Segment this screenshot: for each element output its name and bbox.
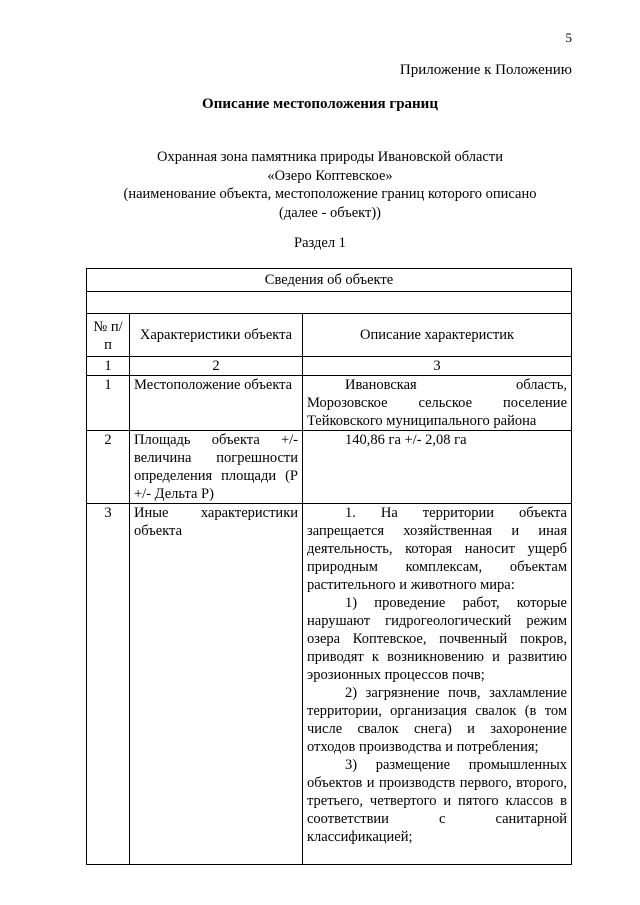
appendix-label: Приложение к Положению: [399, 62, 572, 78]
table-blank-cell: [87, 292, 572, 314]
row-description: [303, 376, 572, 431]
object-info-table: [86, 268, 572, 865]
table-header-row: [87, 314, 572, 357]
column-number: 1: [87, 357, 130, 376]
object-description-line: «Озеро Коптевское»: [267, 167, 393, 184]
description-paragraph: 1) проведение работ, которые нарушают гидрогеологический режим озера Коптевское, почвенный покров, приводят к возникновению и развитию эрозионных процессов почв;: [307, 595, 567, 683]
row-number: 2: [87, 431, 130, 504]
column-numbers-row: [87, 357, 572, 376]
row-characteristic: Иные характеристики объекта: [130, 504, 303, 865]
header-num: № п/п: [87, 314, 130, 357]
table-heading-row: [87, 269, 572, 292]
table-row: [87, 431, 572, 504]
object-description-line: Охранная зона памятника природы Ивановской области: [157, 149, 503, 165]
page-number: 5: [565, 30, 572, 45]
object-description-line: (далее - объект)): [278, 204, 381, 221]
description-line: 140,86 га +/- 2,08 га: [345, 432, 467, 448]
description-paragraph: 1. На территории объекта запрещается хозяйственная и иная деятельность, которая наносит ущерб природным комплексам, объектам растительного и животного мира:: [307, 505, 567, 593]
description-line: Морозовское сельское поселение: [307, 395, 567, 411]
header-description: Описание характеристик: [303, 314, 572, 357]
document-title: Описание местоположения границ: [202, 96, 438, 112]
description-line: Тейковского муниципального района: [307, 413, 537, 429]
description-line: Ивановская область,: [345, 377, 567, 393]
row-number: 3: [87, 504, 130, 865]
table-heading: Сведения об объекте: [87, 269, 572, 292]
table-row: [87, 376, 572, 431]
column-number: 2: [130, 357, 303, 376]
header-characteristic: Характеристики объекта: [130, 314, 303, 357]
row-description: [303, 504, 572, 865]
description-paragraph: 2) загрязнение почв, захламление территории, организация свалок (в том числе свалок снега) и захоронение отходов производства и потребления;: [307, 685, 567, 755]
column-number: 3: [303, 357, 572, 376]
row-characteristic: Площадь объекта +/- величина погрешности определения площади (Р +/- Дельта Р): [130, 431, 303, 504]
row-number: 1: [87, 376, 130, 431]
section-label: Раздел 1: [294, 235, 346, 251]
table-row: [87, 504, 572, 865]
object-description-line: (наименование объекта, местоположение границ которого описано: [123, 186, 537, 202]
description-paragraph: 3) размещение промышленных объектов и производств первого, второго, третьего, четвертого и пятого классов в соответствии с санитарной классификацией;: [307, 757, 567, 845]
table-blank-row: [87, 292, 572, 314]
object-description: [90, 148, 570, 222]
row-characteristic: Местоположение объекта: [130, 376, 303, 431]
row-description: [303, 431, 572, 504]
